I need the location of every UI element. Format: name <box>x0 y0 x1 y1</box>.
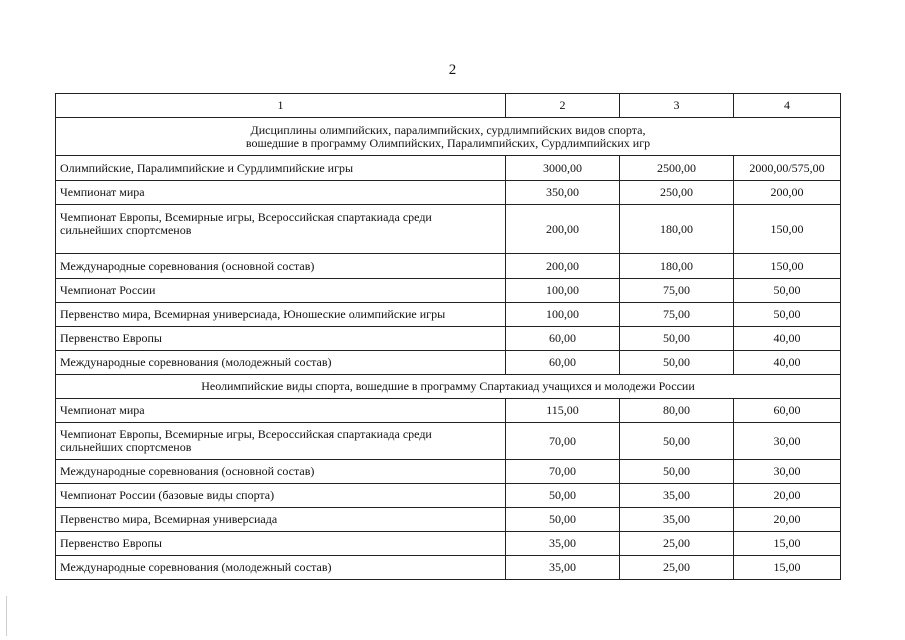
table-header-row <box>56 94 841 118</box>
row-value-col4: 40,00 <box>734 351 841 375</box>
table-row <box>56 156 841 181</box>
row-value-col3: 25,00 <box>620 556 734 580</box>
row-value-col3: 50,00 <box>620 351 734 375</box>
row-value-col3: 35,00 <box>620 484 734 508</box>
row-name-line: Международные соревнования (основной состав) <box>60 258 315 273</box>
table-row <box>56 423 841 460</box>
row-value-col2: 60,00 <box>506 327 620 351</box>
row-value-col2: 50,00 <box>506 484 620 508</box>
row-name <box>56 351 506 375</box>
row-value-col4: 20,00 <box>734 484 841 508</box>
row-name <box>56 254 506 279</box>
row-value-col3: 50,00 <box>620 460 734 484</box>
row-value-col4: 50,00 <box>734 303 841 327</box>
column-header-3: 3 <box>620 94 734 118</box>
row-value-col4: 40,00 <box>734 327 841 351</box>
row-value-col2: 115,00 <box>506 399 620 423</box>
row-name-line: Международные соревнования (основной состав) <box>60 464 315 478</box>
row-name-line: Первенство Европы <box>60 331 162 345</box>
award-table <box>55 93 841 580</box>
section-header-row <box>56 375 841 399</box>
table-row <box>56 460 841 484</box>
page-number: 2 <box>448 62 457 78</box>
table-row <box>56 205 841 254</box>
row-name <box>56 327 506 351</box>
table-row <box>56 399 841 423</box>
row-name-line: Международные соревнования (молодежный состав) <box>60 560 332 574</box>
row-value-col2: 100,00 <box>506 303 620 327</box>
section-title-non-olympic <box>56 375 841 399</box>
row-value-col4: 15,00 <box>734 556 841 580</box>
section-title-line: Неолимпийские виды спорта, вошедшие в программу Спартакиад учащихся и молодежи России <box>201 379 695 393</box>
row-name <box>56 460 506 484</box>
row-value-col2: 35,00 <box>506 532 620 556</box>
row-value-col2: 50,00 <box>506 508 620 532</box>
column-header-4: 4 <box>734 94 841 118</box>
row-name <box>56 508 506 532</box>
row-value-col2: 35,00 <box>506 556 620 580</box>
table-row <box>56 484 841 508</box>
row-name-line: Олимпийские, Паралимпийские и Сурдлимпийские игры <box>60 160 354 175</box>
row-value-col3: 50,00 <box>620 423 734 460</box>
table-row <box>56 351 841 375</box>
row-name <box>56 181 506 205</box>
table-row <box>56 303 841 327</box>
scan-edge-mark <box>6 596 7 636</box>
row-value-col4: 30,00 <box>734 460 841 484</box>
row-value-col2: 350,00 <box>506 181 620 205</box>
row-name <box>56 279 506 303</box>
row-value-col4: 20,00 <box>734 508 841 532</box>
row-value-col2: 200,00 <box>506 205 620 254</box>
row-value-col2: 70,00 <box>506 460 620 484</box>
row-name-line: Чемпионат мира <box>60 403 145 417</box>
row-name <box>56 156 506 181</box>
column-header-2: 2 <box>506 94 620 118</box>
table-row <box>56 508 841 532</box>
row-value-col4: 150,00 <box>734 205 841 254</box>
row-value-col4: 50,00 <box>734 279 841 303</box>
row-value-col4: 15,00 <box>734 532 841 556</box>
row-name-line: Чемпионат мира <box>60 185 145 199</box>
row-value-col3: 50,00 <box>620 327 734 351</box>
row-value-col3: 75,00 <box>620 279 734 303</box>
row-value-col3: 80,00 <box>620 399 734 423</box>
row-name-line: сильнейших спортсменов <box>60 440 192 454</box>
row-name <box>56 556 506 580</box>
row-name-line: Чемпионат Европы, Всемирные игры, Всероссийская спартакиада среди <box>60 210 432 224</box>
table-row <box>56 327 841 351</box>
row-name-line: Первенство Европы <box>60 536 162 550</box>
table-row <box>56 532 841 556</box>
row-value-col3: 25,00 <box>620 532 734 556</box>
row-name-line: Чемпионат Европы, Всемирные игры, Всероссийская спартакиада среди <box>60 427 432 441</box>
row-value-col4: 2000,00/575,00 <box>734 156 841 181</box>
row-name <box>56 423 506 460</box>
row-value-col4: 150,00 <box>734 254 841 279</box>
row-value-col3: 75,00 <box>620 303 734 327</box>
row-name <box>56 205 506 254</box>
row-value-col4: 30,00 <box>734 423 841 460</box>
table-row <box>56 181 841 205</box>
row-name-line: Первенство мира, Всемирная универсиада, Юношеские олимпийские игры <box>60 307 446 321</box>
row-value-col3: 2500,00 <box>620 156 734 181</box>
row-value-col2: 100,00 <box>506 279 620 303</box>
row-name-line: Чемпионат России <box>60 283 156 297</box>
row-value-col3: 180,00 <box>620 254 734 279</box>
table-row <box>56 556 841 580</box>
row-value-col3: 180,00 <box>620 205 734 254</box>
row-name <box>56 484 506 508</box>
row-name <box>56 303 506 327</box>
column-header-1: 1 <box>56 94 506 118</box>
section-header-row <box>56 118 841 156</box>
table-row <box>56 254 841 279</box>
row-value-col2: 70,00 <box>506 423 620 460</box>
row-value-col3: 35,00 <box>620 508 734 532</box>
row-name-line: Международные соревнования (молодежный состав) <box>60 355 332 369</box>
section-title-line: Дисциплины олимпийских, паралимпийских, сурдлимпийских видов спорта, <box>250 122 646 137</box>
row-value-col2: 200,00 <box>506 254 620 279</box>
row-value-col4: 200,00 <box>734 181 841 205</box>
row-name-line: Чемпионат России (базовые виды спорта) <box>60 488 275 502</box>
row-name <box>56 532 506 556</box>
section-title-line: вошедшие в программу Олимпийских, Паралимпийских, Сурдлимпийских игр <box>245 135 651 150</box>
row-value-col3: 250,00 <box>620 181 734 205</box>
row-name-line: Первенство мира, Всемирная универсиада <box>60 512 278 526</box>
row-value-col2: 3000,00 <box>506 156 620 181</box>
row-name-line: сильнейших спортсменов <box>60 223 192 237</box>
row-value-col2: 60,00 <box>506 351 620 375</box>
row-value-col4: 60,00 <box>734 399 841 423</box>
row-name <box>56 399 506 423</box>
section-title-olympic <box>56 118 841 156</box>
table-row <box>56 279 841 303</box>
